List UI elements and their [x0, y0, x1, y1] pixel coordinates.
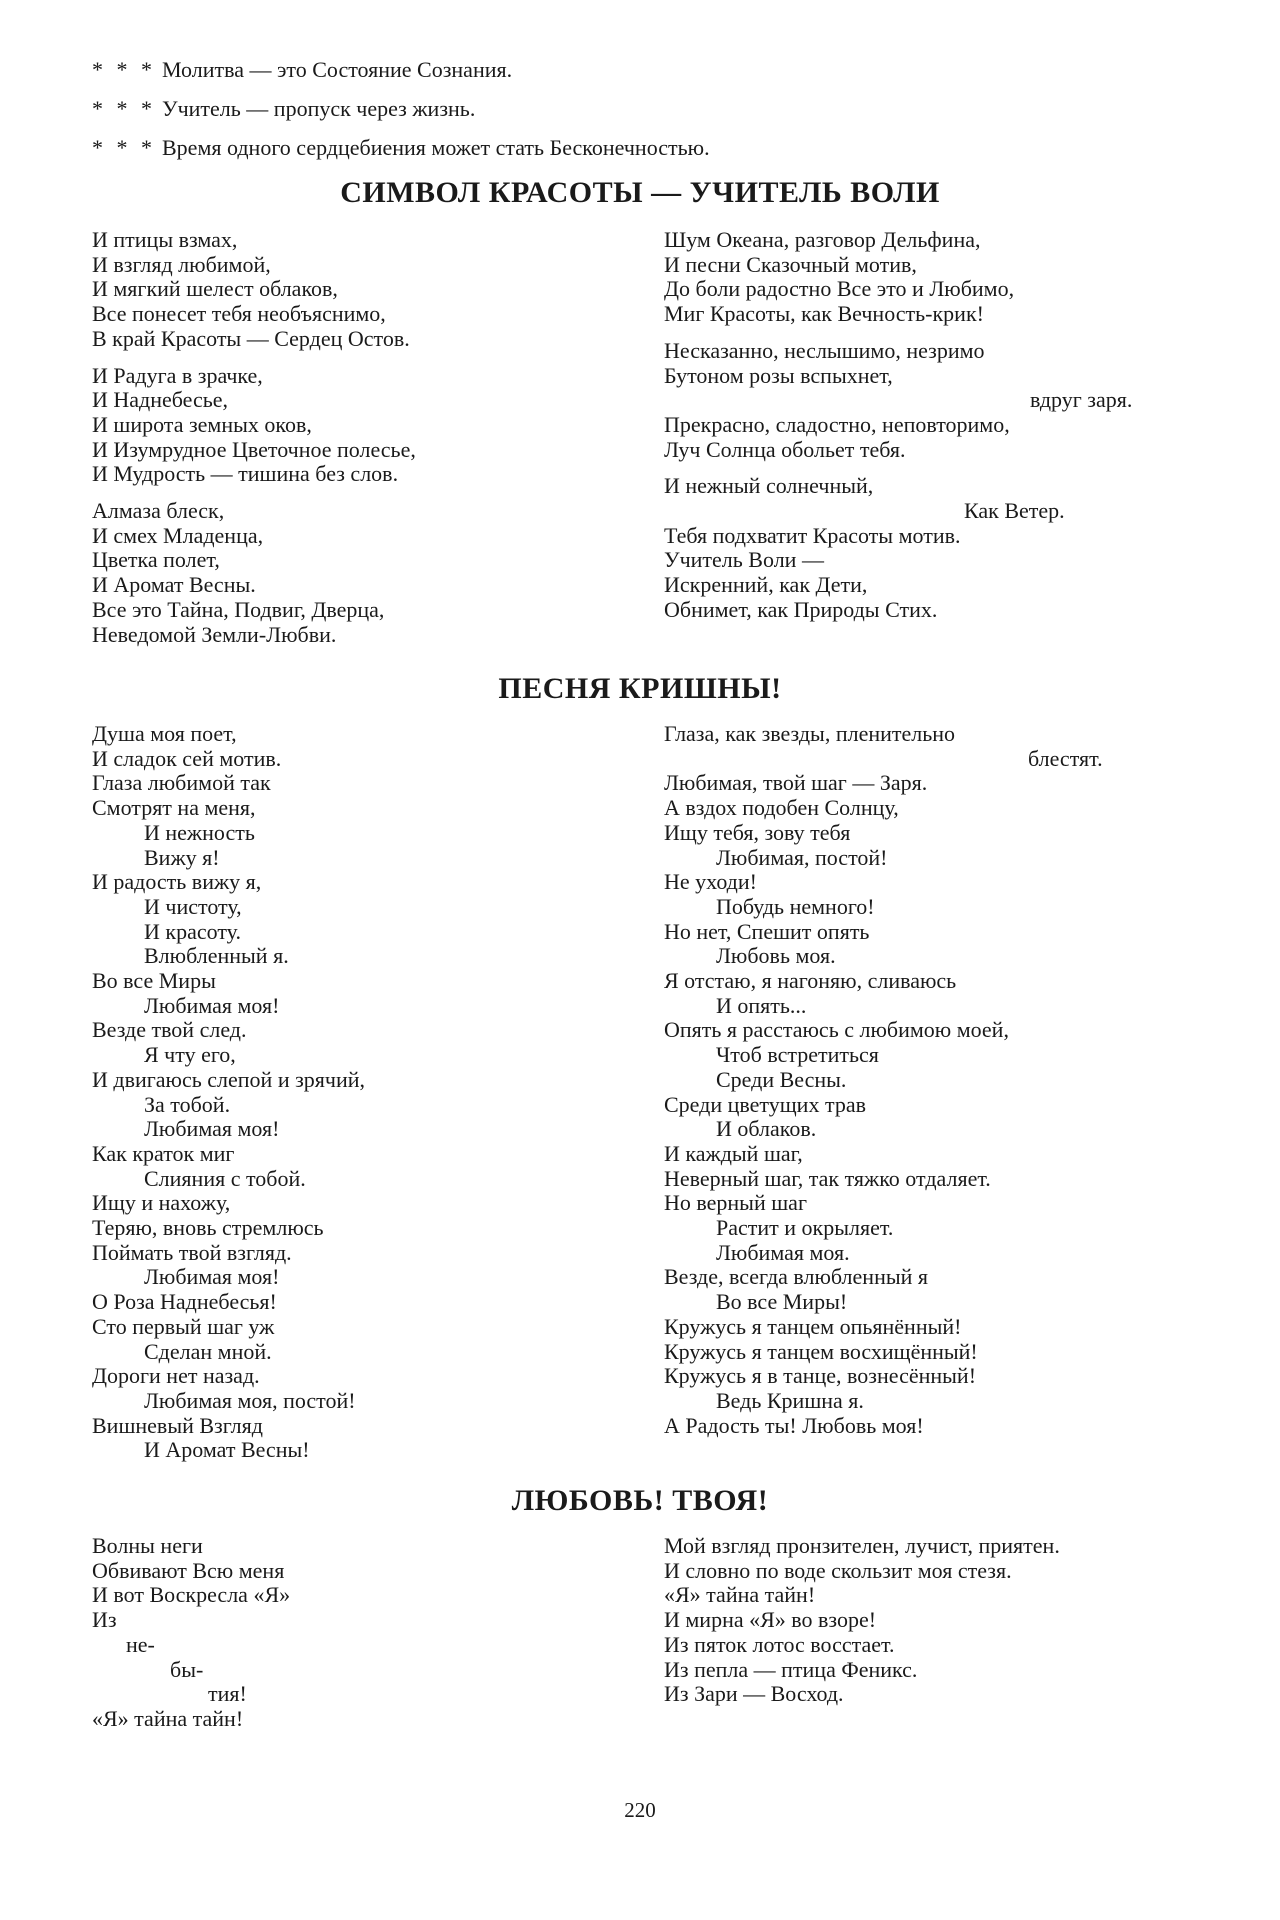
poem-right-column [664, 1534, 1060, 1707]
verse-line: И птицы взмах, [92, 227, 238, 252]
verse-line: И радость вижу я, [92, 869, 262, 895]
verse-line: не- [126, 1631, 155, 1657]
verse-line: А Радость ты! Любовь моя! [664, 1412, 924, 1438]
verse-line: Поймать твой взгляд. [92, 1239, 292, 1265]
verse-line: Неведомой Земли-Любви. [92, 621, 337, 647]
verse-line: Слияния с тобой. [144, 1165, 306, 1191]
verse-line: Глаза любимой так [92, 770, 271, 796]
verse-line: Волны неги [92, 1533, 203, 1558]
poem-title: ПЕСНЯ КРИШНЫ! [498, 672, 782, 705]
verse-line: Смотрят на меня, [92, 795, 256, 821]
verse-line: Луч Солнца обольет тебя. [664, 436, 906, 462]
poem-right-column [664, 228, 1132, 623]
verse-line: Среди Весны. [716, 1066, 847, 1092]
verse-line: Цветка полет, [92, 547, 220, 573]
aphorism [92, 50, 1192, 89]
verse-line: И Мудрость — тишина без слов. [92, 461, 399, 487]
verse-line: О Роза Наднебесья! [92, 1289, 277, 1315]
verse-line: Искренний, как Дети, [664, 572, 868, 598]
verse-line: Любимая моя! [144, 1116, 280, 1142]
poem-title: СИМВОЛ КРАСОТЫ — УЧИТЕЛЬ ВОЛИ [340, 176, 940, 209]
verse-line: И широта земных оков, [92, 411, 312, 437]
verse-line: Шум Океана, разговор Дельфина, [664, 227, 981, 252]
verse-line: И нежный солнечный, [664, 473, 874, 499]
verse-line: И красоту. [144, 918, 241, 944]
poem-left-column [92, 1534, 290, 1732]
poem-left-column [92, 228, 416, 647]
verse-line: Все понесет тебя необъяснимо, [92, 301, 386, 327]
verse-line: Ищу тебя, зову тебя [664, 819, 851, 845]
verse-line: Из Зари — Восход. [664, 1681, 844, 1707]
aphorisms [92, 50, 1192, 167]
aphorism-text: Время одного сердцебиения может стать Бесконечностью. [162, 135, 710, 160]
verse-line: Ведь Кришна я. [716, 1387, 864, 1413]
verse-line: Теряю, вновь стремлюсь [92, 1215, 324, 1241]
verse-line: И сладок сей мотив. [92, 745, 282, 771]
verse-line: Любимая моя! [144, 992, 280, 1018]
verse-line: Как краток миг [92, 1140, 235, 1166]
verse-line: Любовь моя. [716, 943, 836, 969]
verse-line: Везде, всегда влюбленный я [664, 1264, 929, 1290]
verse-line: Вишневый Взгляд [92, 1412, 263, 1438]
verse-line: Кружусь я танцем опьянённый! [664, 1313, 962, 1339]
verse-line: Любимая моя. [716, 1239, 850, 1265]
verse-line: И мягкий шелест облаков, [92, 276, 338, 302]
verse-line: Глаза, как звезды, пленительно [664, 721, 956, 746]
asterisks: * * * [92, 96, 156, 121]
verse-line: Алмаза блеск, [92, 498, 225, 524]
verse-line: И словно по воде скользит моя стезя. [664, 1557, 1012, 1583]
verse-line: Душа моя поет, [92, 721, 237, 746]
verse-line: Из пяток лотос восстает. [664, 1631, 895, 1657]
verse-line: Влюбленный я. [144, 943, 289, 969]
verse-line: До боли радостно Все это и Любимо, [664, 276, 1015, 302]
verse-line: Кружусь я танцем восхищённый! [664, 1338, 978, 1364]
verse-line: И Аромат Весны! [144, 1437, 310, 1463]
verse-line: Обвивают Всю меня [92, 1557, 285, 1583]
verse-line: Как Ветер. [964, 498, 1065, 524]
verse-line: бы- [170, 1656, 204, 1682]
verse-line: Дороги нет назад. [92, 1363, 260, 1389]
verse-line: блестят. [1028, 745, 1103, 771]
verse-line: Бутоном розы вспыхнет, [664, 362, 893, 388]
poem-right-column [664, 722, 1103, 1438]
verse-line: Несказанно, неслышимо, незримо [664, 337, 985, 363]
verse-line: вдруг заря. [1030, 387, 1133, 413]
verse-line: И нежность [144, 819, 255, 845]
verse-line: И двигаюсь слепой и зрячий, [92, 1066, 366, 1092]
verse-line: За тобой. [144, 1091, 231, 1117]
aphorism-text: Молитва — это Состояние Сознания. [162, 57, 513, 82]
asterisks: * * * [92, 57, 156, 82]
verse-line: Не уходи! [664, 869, 757, 895]
verse-line: Сто первый шаг уж [92, 1313, 275, 1339]
stanza-break [92, 352, 416, 364]
aphorism [92, 128, 1192, 167]
verse-line: Кружусь я в танце, вознесённый! [664, 1363, 977, 1389]
verse-line: Но нет, Спешит опять [664, 918, 870, 944]
verse-line: Неверный шаг, так тяжко отдаляет. [664, 1165, 991, 1191]
verse-line: Сделан мной. [144, 1338, 272, 1364]
verse-line: Обнимет, как Природы Стих. [664, 596, 938, 622]
verse-line: Опять я расстаюсь с любимою моей, [664, 1017, 1009, 1043]
verse-line: Чтоб встретиться [716, 1042, 879, 1068]
verse-line: И облаков. [716, 1116, 817, 1142]
verse-line: И мирна «Я» во взоре! [664, 1607, 877, 1633]
verse-line: Любимая, твой шаг — Заря. [664, 770, 928, 796]
verse-line: Во все Миры! [716, 1289, 848, 1315]
verse-line: И опять... [716, 992, 807, 1018]
verse-line: И взгляд любимой, [92, 251, 271, 277]
verse-line: И вот Воскресла «Я» [92, 1582, 291, 1608]
verse-line: Любимая моя! [144, 1264, 280, 1290]
verse-line: Растит и окрыляет. [716, 1215, 894, 1241]
verse-line: «Я» тайна тайн! [92, 1705, 244, 1731]
verse-line: Учитель Воли — [664, 547, 824, 573]
verse-line: Любимая моя, постой! [144, 1387, 356, 1413]
verse-line: Среди цветущих трав [664, 1091, 866, 1117]
verse-line: И смех Младенца, [92, 522, 264, 548]
verse-line: Я отстаю, я нагоняю, сливаюсь [664, 968, 957, 994]
verse-line: Миг Красоты, как Вечность-крик! [664, 301, 984, 327]
verse-line: А вздох подобен Солнцу, [664, 795, 899, 821]
verse-line: И Аромат Весны. [92, 572, 256, 598]
verse-line: И Наднебесье, [92, 387, 229, 413]
poem-title: ЛЮБОВЬ! ТВОЯ! [511, 1484, 769, 1517]
aphorism [92, 89, 1192, 128]
asterisks: * * * [92, 135, 156, 160]
verse-line: «Я» тайна тайн! [664, 1582, 816, 1608]
verse-line: Но верный шаг [664, 1190, 807, 1216]
verse-line: Из [92, 1607, 117, 1633]
verse-line: И Изумрудное Цветочное полесье, [92, 436, 416, 462]
verse-line: Ищу и нахожу, [92, 1190, 231, 1216]
verse-line: Любимая, постой! [716, 844, 888, 870]
aphorism-text: Учитель — пропуск через жизнь. [162, 96, 476, 121]
verse-line: И каждый шаг, [664, 1140, 803, 1166]
verse-line: Все это Тайна, Подвиг, Дверца, [92, 596, 385, 622]
verse-line: тия! [208, 1681, 247, 1707]
verse-line: Прекрасно, сладостно, неповторимо, [664, 411, 1010, 437]
verse-line: Из пепла — птица Феникс. [664, 1656, 918, 1682]
verse-line: Вижу я! [144, 844, 220, 870]
verse-line: Я чту его, [144, 1042, 236, 1068]
verse-line: И Радуга в зрачке, [92, 362, 263, 388]
verse-line: Во все Миры [92, 968, 216, 994]
verse-line: Побудь немного! [716, 893, 875, 919]
verse-line: И чистоту, [144, 893, 242, 919]
poem-left-column [92, 722, 365, 1463]
stanza-break [664, 327, 1132, 339]
verse-line: И песни Сказочный мотив, [664, 251, 917, 277]
verse-line: Тебя подхватит Красоты мотив. [664, 522, 961, 548]
verse-line: Мой взгляд пронзителен, лучист, приятен. [664, 1533, 1060, 1558]
verse-line: В край Красоты — Сердец Остов. [92, 325, 410, 351]
page-number: 220 [624, 1798, 656, 1822]
verse-line: Везде твой след. [92, 1017, 247, 1043]
